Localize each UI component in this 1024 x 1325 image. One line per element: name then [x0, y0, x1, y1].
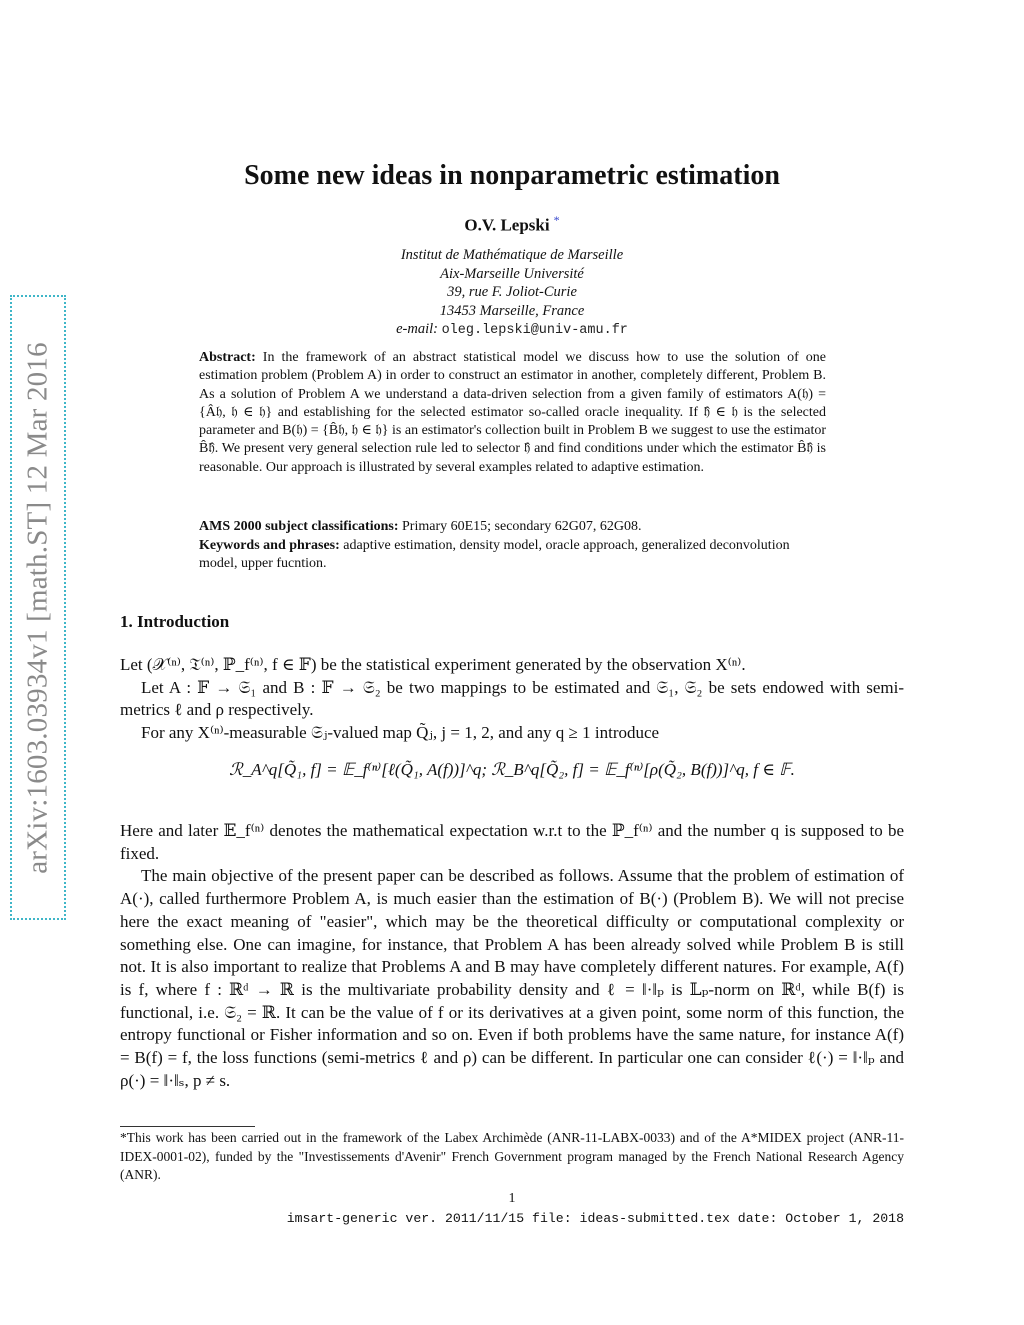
email-line: [0, 320, 1024, 341]
affiliation-line-2: Aix-Marseille Université: [440, 265, 584, 282]
footnote: *This work has been carried out in the framework of the Labex Archimède (ANR-11-LABX-0033) and of the A*MIDEX project (ANR-11-IDEX-0001-02), funded by the "Investissements d'Avenir" French Government program managed by the French National Research Agency (ANR).: [120, 1130, 904, 1182]
classifications: [199, 518, 826, 574]
affiliation: [0, 246, 1024, 341]
paragraph-1: Let (𝒳⁽ⁿ⁾, 𝔗⁽ⁿ⁾, ℙ_f⁽ⁿ⁾, f ∈ 𝔽) be the statistical experiment generated by the observation X⁽ⁿ⁾.: [120, 655, 746, 674]
intro-block-1: [120, 654, 904, 745]
paragraph-5: The main objective of the present paper can be described as follows. Assume that the problem of estimation of A(·), called furthermore Problem A, is much easier than the estimation of B(·) (Problem B). We will not precise here the exact meaning of "easier", which may be the theoretical difficulty or computational complexity or something else. One can imagine, for instance, that Problem A has been already solved while Problem B is still not. It is also important to realize that Problems A and B may have completely different natures. For example, A(f) is f, where f : ℝᵈ → ℝ is the multivariate probability density and ℓ = ‖·‖ₚ is 𝕃ₚ-norm on ℝᵈ, while B(f) is functional, i.e. 𝔖₂ = ℝ. It can be the value of f or its derivatives at a given point, some norm of this function, the entropy functional or Fisher information and so on. Even if both problems have the same nature, for instance A(f) = B(f) = f, the loss functions (semi-metrics ℓ and ρ) can be different. In particular one can consider ℓ(·) = ‖·‖ₚ and ρ(·) = ‖·‖ₛ, p ≠ s.: [120, 866, 904, 1090]
footnote-rule: [120, 1126, 255, 1127]
abstract-label: Abstract:: [199, 350, 256, 365]
keywords: [199, 537, 826, 574]
intro-block-2: [120, 820, 904, 1092]
email-link[interactable]: oleg.lepski@univ-amu.fr: [441, 323, 628, 338]
ams-label: AMS 2000 subject classifications:: [199, 519, 399, 534]
affiliation-line-4: 13453 Marseille, France: [439, 302, 585, 319]
abstract-text: In the framework of an abstract statistical model we discuss how to use the solution of one estimation problem (Problem A) in order to construct an estimator in another, completely different, Problem B. As a solution of Problem A we understand a data-driven selection from a given family of estimators A(𝔥) = {Â𝔥, 𝔥 ∈ 𝔥} and establishing for the selected estimator so-called oracle inequality. If 𝔥̂ ∈ 𝔥 is the selected parameter and B(𝔥) = {B̂𝔥, 𝔥 ∈ 𝔥} is an estimator's collection built in Problem B we suggest to use the estimator B̂𝔥̂. We present very general selection rule led to selector 𝔥̂ and find conditions under which the estimator B̂𝔥̂ is reasonable. Our approach is illustrated by several examples related to adaptive estimation.: [199, 350, 826, 475]
risk-equation: ℛ_A^q[Q̃₁, f] = 𝔼_f⁽ⁿ⁾[ℓ(Q̃₁, A(f))]^q; ℛ_B^q[Q̃₂, f] = 𝔼_f⁽ⁿ⁾[ρ(Q̃₂, B(f))]^q, f ∈ 𝔽.: [229, 760, 795, 779]
ams-text: Primary 60E15; secondary 62G07, 62G08.: [402, 519, 642, 534]
ams-classification: [199, 518, 826, 537]
author-name: O.V. Lepski: [464, 215, 550, 235]
author-footnote-mark[interactable]: *: [553, 213, 560, 227]
arxiv-stamp-text: arXiv:1603.03934v1 [math.ST] 12 Mar 2016: [21, 341, 54, 874]
imsart-footer: imsart-generic ver. 2011/11/15 file: ideas-submitted.tex date: October 1, 2018: [286, 1211, 904, 1226]
abstract: [199, 349, 826, 477]
paragraph-3: For any X⁽ⁿ⁾-measurable 𝔖ⱼ-valued map Q̃ⱼ, j = 1, 2, and any q ≥ 1 introduce: [141, 723, 660, 743]
arxiv-stamp: [10, 295, 66, 920]
keywords-label: Keywords and phrases:: [199, 537, 340, 553]
email-label: e-mail:: [396, 321, 438, 337]
keywords-text: adaptive estimation, density model, oracle approach, generalized deconvolution model, upper fucntion.: [199, 537, 790, 571]
paragraph-4: Here and later 𝔼_f⁽ⁿ⁾ denotes the mathematical expectation w.r.t to the ℙ_f⁽ⁿ⁾ and the number q is supposed to be fixed.: [120, 821, 904, 863]
affiliation-line-1: Institut de Mathématique de Marseille: [400, 247, 624, 263]
affiliation-line-3: 39, rue F. Joliot-Curie: [447, 284, 577, 300]
page-number: 1: [508, 1191, 516, 1206]
paper-title: Some new ideas in nonparametric estimation: [244, 160, 780, 191]
paragraph-2: Let A : 𝔽 → 𝔖₁ and B : 𝔽 → 𝔖₂ be two mappings to be estimated and 𝔖₁, 𝔖₂ be sets endowed with semi-metrics ℓ and ρ respectively.: [120, 677, 904, 720]
section-heading: 1. Introduction: [120, 612, 230, 631]
author-line: [0, 213, 1024, 236]
